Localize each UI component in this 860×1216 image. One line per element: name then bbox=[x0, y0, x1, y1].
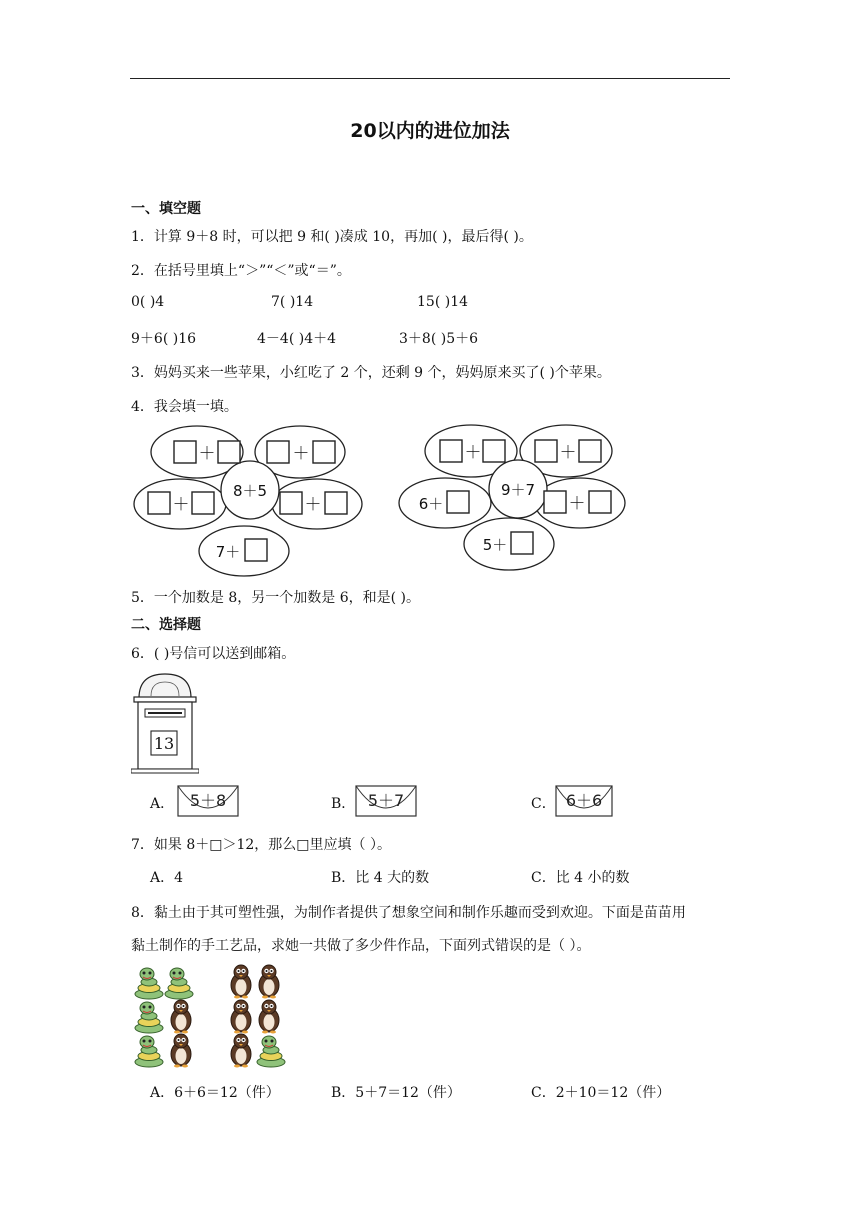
flower2-bottom-petal: 5＋ bbox=[482, 536, 508, 554]
flower1-plus-sign: ＋ bbox=[198, 444, 216, 464]
q2-compare-6: 3＋8( )5＋6 bbox=[399, 331, 479, 347]
q6-option-a-letter[interactable]: A． bbox=[150, 796, 175, 812]
q2-compare-2: 7( )14 bbox=[271, 294, 314, 310]
flower2-center: 9＋7 bbox=[500, 481, 536, 499]
flower1-plus-sign: ＋ bbox=[172, 495, 190, 515]
addition-flower-1 bbox=[130, 420, 365, 578]
q6-option-a-envelope[interactable] bbox=[177, 785, 239, 817]
q2-compare-4: 9＋6( )16 bbox=[131, 331, 197, 347]
flower2-plus-sign: ＋ bbox=[568, 494, 586, 514]
flower2-plus-sign: ＋ bbox=[464, 443, 482, 463]
clay-crafts-image bbox=[133, 964, 288, 1070]
flower1-plus-sign: ＋ bbox=[292, 444, 310, 464]
q8-option-a[interactable]: A．6＋6＝12（件） bbox=[150, 1085, 280, 1101]
question-4-stem: 4．我会填一填。 bbox=[131, 399, 238, 415]
q8-option-c[interactable]: C．2＋10＝12（件） bbox=[531, 1085, 671, 1101]
flower2-plus-sign: ＋ bbox=[559, 443, 577, 463]
question-6-stem: 6．( )号信可以送到邮箱。 bbox=[131, 646, 296, 662]
q6-option-b-envelope[interactable] bbox=[355, 785, 417, 817]
q6-option-b-expr: 5＋7 bbox=[367, 791, 405, 810]
q6-option-b-letter[interactable]: B． bbox=[331, 796, 356, 812]
question-5: 5．一个加数是 8，另一个加数是 6，和是( )。 bbox=[131, 590, 420, 606]
question-1: 1．计算 9＋8 时，可以把 9 和( )凑成 10，再加( )，最后得( )。 bbox=[131, 229, 533, 245]
header-rule bbox=[130, 78, 730, 79]
q2-compare-3: 15( )14 bbox=[417, 294, 469, 310]
q6-option-a-expr: 5＋8 bbox=[189, 791, 227, 810]
q2-compare-1: 0( )4 bbox=[131, 294, 165, 310]
q7-option-c[interactable]: C．比 4 小的数 bbox=[531, 870, 630, 886]
section-choice-heading: 二、选择题 bbox=[131, 617, 201, 633]
flower1-bottom-petal: 7＋ bbox=[215, 543, 241, 561]
q2-compare-5: 4－4( )4＋4 bbox=[257, 331, 337, 347]
question-8-line-1: 8．黏土由于其可塑性强，为制作者提供了想象空间和制作乐趣而受到欢迎。下面是苗苗用 bbox=[131, 905, 686, 921]
flower2-left-petal: 6＋ bbox=[418, 495, 444, 513]
page-title: 20以内的进位加法 bbox=[350, 120, 510, 142]
mailbox-image bbox=[131, 672, 199, 774]
q6-option-c-letter[interactable]: C． bbox=[531, 796, 556, 812]
q6-option-c-envelope[interactable] bbox=[555, 785, 613, 817]
q7-option-b[interactable]: B．比 4 大的数 bbox=[331, 870, 430, 886]
flower1-center: 8＋5 bbox=[232, 482, 268, 500]
question-8-line-2: 黏土制作的手工艺品，求她一共做了多少件作品，下面列式错误的是（ ）。 bbox=[131, 938, 591, 954]
section-fill-heading: 一、填空题 bbox=[131, 201, 201, 217]
flower1-plus-sign: ＋ bbox=[304, 495, 322, 515]
addition-flower-2 bbox=[395, 420, 635, 578]
q8-option-b[interactable]: B．5＋7＝12（件） bbox=[331, 1085, 461, 1101]
mailbox-number: 13 bbox=[153, 734, 175, 753]
question-2-stem: 2．在括号里填上“＞”“＜”或“＝”。 bbox=[131, 263, 351, 279]
question-7-stem: 7．如果 8＋□＞12，那么□里应填（ ）。 bbox=[131, 837, 391, 853]
q6-option-c-expr: 6＋6 bbox=[565, 791, 603, 810]
q7-option-a[interactable]: A．4 bbox=[150, 870, 184, 886]
question-3: 3．妈妈买来一些苹果，小红吃了 2 个，还剩 9 个，妈妈原来买了( )个苹果。 bbox=[131, 365, 611, 381]
